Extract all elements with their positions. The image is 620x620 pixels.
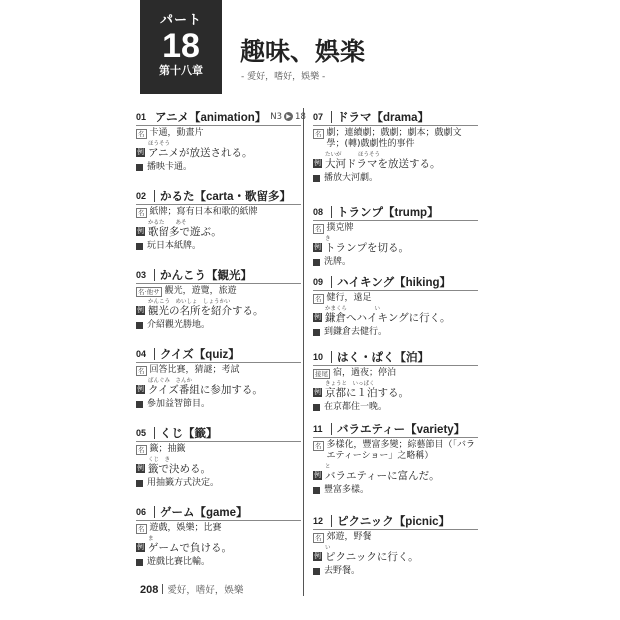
entry-headword bbox=[160, 267, 301, 283]
example-mark: 例 bbox=[314, 313, 321, 321]
vocab-entry bbox=[313, 348, 478, 420]
vocab-entry bbox=[136, 424, 301, 503]
headword-kana: アニメ bbox=[155, 109, 189, 124]
example-mark: 例 bbox=[137, 385, 144, 393]
entry-headword bbox=[337, 274, 478, 290]
vocab-entry bbox=[136, 345, 301, 424]
translation-mark bbox=[313, 259, 320, 266]
entry-number: 01 bbox=[136, 111, 147, 122]
entry-headword bbox=[160, 346, 301, 362]
page-footer bbox=[140, 582, 243, 596]
meaning-line bbox=[313, 532, 478, 543]
meaning-line bbox=[136, 207, 301, 218]
example-line bbox=[136, 218, 301, 239]
right-column bbox=[313, 108, 478, 587]
translation-line bbox=[313, 327, 478, 338]
entry-header bbox=[313, 273, 478, 291]
furigana: かるた あそ bbox=[148, 220, 187, 226]
part-of-speech: 名 bbox=[138, 130, 145, 138]
meaning-line bbox=[136, 128, 301, 139]
furigana: きょうと いっぱく bbox=[325, 381, 375, 387]
furigana: たいが ほうそう bbox=[325, 152, 381, 158]
entry-number: 12 bbox=[313, 515, 324, 526]
furigana: ほうそう bbox=[148, 141, 171, 147]
part-of-speech: 名 bbox=[138, 209, 145, 217]
translation-text: 洗牌。 bbox=[324, 257, 352, 267]
meaning-text: 遊戲，娛樂；比賽 bbox=[149, 523, 222, 533]
entry-header bbox=[136, 266, 301, 284]
translation-mark bbox=[313, 568, 320, 575]
entry-headword bbox=[337, 513, 478, 529]
meaning-line bbox=[313, 128, 478, 150]
page-number: 208 bbox=[140, 584, 159, 596]
example-line bbox=[313, 150, 478, 171]
entry-header bbox=[313, 420, 478, 438]
furigana: と bbox=[325, 464, 331, 470]
furigana: くじ き bbox=[148, 457, 171, 463]
entry-number: 06 bbox=[136, 506, 147, 517]
entry-number: 05 bbox=[136, 427, 147, 438]
headword-kana: ピクニック bbox=[337, 513, 394, 528]
translation-text: 遊戲比賽比輸。 bbox=[147, 557, 211, 567]
entry-number: 10 bbox=[313, 351, 324, 362]
headword-origin: 【観光】 bbox=[206, 269, 252, 282]
translation-mark bbox=[136, 164, 143, 171]
vocab-entry bbox=[136, 187, 301, 266]
entry-number: 03 bbox=[136, 269, 147, 280]
entry-bar bbox=[331, 206, 332, 218]
headword-kana: くじ bbox=[160, 425, 183, 440]
vocab-entry bbox=[313, 108, 478, 203]
left-column bbox=[136, 108, 306, 582]
part-of-speech: 名‧他サ bbox=[138, 288, 160, 296]
example-mark: 例 bbox=[137, 227, 144, 235]
meaning-line bbox=[136, 365, 301, 376]
part-of-speech: 名 bbox=[138, 367, 145, 375]
headword-origin: 【drama】 bbox=[371, 111, 430, 124]
translation-text: 播放大河劇。 bbox=[324, 173, 379, 183]
furigana: かまくら い bbox=[325, 306, 381, 312]
example-sentence: 鎌倉へハイキングに行く。 bbox=[325, 312, 451, 324]
translation-line bbox=[136, 478, 301, 489]
headword-kana: はく・ぱく bbox=[337, 349, 395, 364]
entry-headword bbox=[337, 204, 478, 220]
entry-number: 07 bbox=[313, 111, 324, 122]
entry-headword bbox=[160, 188, 301, 204]
translation-mark bbox=[136, 559, 143, 566]
meaning-line bbox=[313, 440, 478, 462]
furigana: かんこう めいしょ しょうかい bbox=[148, 299, 231, 305]
example-sentence: 籤で決める。 bbox=[148, 463, 211, 475]
translation-mark bbox=[313, 329, 320, 336]
part-of-speech: 名 bbox=[315, 130, 322, 138]
jlpt-level bbox=[270, 112, 306, 122]
example-mark: 例 bbox=[137, 148, 144, 156]
example-mark: 例 bbox=[137, 464, 144, 472]
headword-kana: かんこう bbox=[160, 267, 206, 282]
headword-origin: 【game】 bbox=[194, 506, 248, 519]
example-line bbox=[313, 379, 478, 400]
example-mark: 例 bbox=[314, 552, 321, 560]
part-of-speech: 接尾 bbox=[315, 370, 328, 378]
translation-mark bbox=[136, 243, 143, 250]
meaning-line bbox=[136, 523, 301, 534]
example-line bbox=[136, 455, 301, 476]
furigana: い bbox=[325, 545, 331, 551]
translation-mark bbox=[136, 401, 143, 408]
part-of-speech: 名 bbox=[315, 295, 322, 303]
meaning-line bbox=[313, 223, 478, 234]
jlpt-label: N3 bbox=[270, 111, 283, 122]
entry-header bbox=[313, 203, 478, 221]
vocab-entry bbox=[313, 203, 478, 273]
furigana: ばんぐみ さんか bbox=[148, 378, 193, 384]
entry-number: 04 bbox=[136, 348, 147, 359]
part-number: 18 bbox=[162, 27, 200, 65]
translation-line bbox=[136, 399, 301, 410]
example-sentence: 歌留多で遊ぶ。 bbox=[148, 226, 222, 238]
part-of-speech: 名 bbox=[315, 534, 322, 542]
headword-kana: かるた bbox=[160, 188, 195, 203]
entry-header bbox=[313, 512, 478, 530]
translation-text: 豐富多樣。 bbox=[324, 485, 370, 495]
entry-header bbox=[313, 348, 478, 366]
entry-number: 11 bbox=[313, 423, 323, 434]
entry-number: 08 bbox=[313, 206, 324, 217]
example-sentence: 観光の名所を紹介する。 bbox=[148, 305, 264, 317]
part-of-speech: 名 bbox=[315, 442, 322, 450]
meaning-text: 回答比賽，猜謎；考試 bbox=[149, 365, 240, 375]
meaning-text: 多樣化，豐富多變；綜藝節目（「バラエティーショー」之略稱） bbox=[326, 440, 476, 461]
meaning-line bbox=[136, 444, 301, 455]
track-icon: ▶ bbox=[284, 112, 293, 121]
headword-kana: ドラマ bbox=[337, 109, 372, 124]
entry-bar bbox=[154, 269, 155, 281]
headword-origin: 【quiz】 bbox=[193, 348, 240, 361]
meaning-text: 宿，過夜；停泊 bbox=[333, 368, 397, 378]
entry-header bbox=[136, 424, 301, 442]
meaning-text: 卡通，動畫片 bbox=[149, 128, 204, 138]
column-divider bbox=[303, 108, 304, 596]
headword-origin: 【carta・歌留多】 bbox=[194, 190, 291, 203]
meaning-line bbox=[313, 293, 478, 304]
translation-text: 參加益智節目。 bbox=[147, 399, 211, 409]
translation-text: 到鎌倉去健行。 bbox=[324, 327, 388, 337]
headword-kana: ハイキング bbox=[337, 274, 395, 289]
translation-text: 用抽籤方式決定。 bbox=[147, 478, 220, 488]
headword-origin: 【trump】 bbox=[383, 206, 439, 219]
translation-line bbox=[136, 241, 301, 252]
entry-headword bbox=[337, 421, 478, 437]
page-title: 趣味、娯楽 bbox=[240, 37, 366, 66]
part-of-speech: 名 bbox=[138, 525, 145, 533]
vocab-entry bbox=[136, 108, 306, 187]
translation-line bbox=[313, 566, 478, 577]
headword-origin: 【籤】 bbox=[183, 427, 218, 440]
footer-text: 愛好，嗜好，娛樂 bbox=[167, 585, 244, 596]
entry-header bbox=[136, 345, 301, 363]
translation-text: 播映卡通。 bbox=[147, 162, 193, 172]
translation-mark bbox=[136, 480, 143, 487]
entry-bar bbox=[154, 506, 155, 518]
entry-number: 09 bbox=[313, 276, 324, 287]
meaning-text: 郊遊，野餐 bbox=[326, 532, 372, 542]
translation-line bbox=[136, 320, 301, 331]
entry-headword bbox=[337, 349, 478, 365]
translation-text: 在京都住一晚。 bbox=[324, 402, 388, 412]
entry-headword bbox=[160, 504, 301, 520]
footer-separator bbox=[162, 584, 163, 594]
part-label: パート bbox=[159, 13, 202, 28]
headword-origin: 【animation】 bbox=[188, 111, 267, 124]
entry-number: 02 bbox=[136, 190, 147, 201]
chapter-label: 第十八章 bbox=[159, 64, 203, 77]
meaning-text: 撲克牌 bbox=[326, 223, 354, 233]
track-number: 18 bbox=[295, 111, 306, 122]
translation-line bbox=[313, 173, 478, 184]
vocab-entry bbox=[136, 266, 301, 345]
headword-origin: 【picnic】 bbox=[393, 515, 451, 528]
entry-bar bbox=[154, 348, 155, 360]
entry-header bbox=[136, 108, 306, 126]
example-sentence: クイズ番組に参加する。 bbox=[148, 384, 263, 396]
example-line bbox=[136, 534, 301, 555]
entry-header bbox=[313, 108, 478, 126]
headword-kana: ゲーム bbox=[160, 504, 195, 519]
entry-header bbox=[136, 187, 301, 205]
example-sentence: アニメが放送される。 bbox=[148, 147, 253, 159]
entry-headword bbox=[160, 425, 301, 441]
example-line bbox=[313, 462, 478, 483]
entry-bar bbox=[331, 111, 332, 123]
meaning-text: 健行，遠足 bbox=[326, 293, 372, 303]
entry-headword bbox=[155, 109, 266, 125]
translation-mark bbox=[313, 487, 320, 494]
vocab-entry bbox=[313, 273, 478, 348]
headword-origin: 【variety】 bbox=[405, 423, 466, 436]
translation-mark bbox=[136, 322, 143, 329]
example-line bbox=[136, 139, 301, 160]
example-sentence: 大河ドラマを放送する。 bbox=[325, 158, 441, 170]
translation-text: 介紹觀光勝地。 bbox=[147, 320, 211, 330]
entry-headword bbox=[337, 109, 478, 125]
part-of-speech: 名 bbox=[315, 225, 322, 233]
translation-mark bbox=[313, 175, 320, 182]
example-mark: 例 bbox=[314, 388, 321, 396]
translation-line bbox=[313, 257, 478, 268]
example-line bbox=[136, 376, 301, 397]
entry-header bbox=[136, 503, 301, 521]
example-sentence: 京都に１泊する。 bbox=[325, 387, 409, 399]
entry-bar bbox=[154, 427, 155, 439]
part-badge bbox=[140, 0, 222, 94]
example-line bbox=[313, 304, 478, 325]
furigana: ま bbox=[148, 536, 154, 542]
headword-kana: クイズ bbox=[160, 346, 194, 361]
furigana: き bbox=[325, 236, 331, 242]
translation-line bbox=[136, 162, 301, 173]
example-sentence: ピクニックに行く。 bbox=[325, 551, 419, 563]
example-sentence: トランプを切る。 bbox=[325, 242, 409, 254]
example-line bbox=[136, 297, 301, 318]
example-mark: 例 bbox=[137, 306, 144, 314]
meaning-text: 籤；抽籤 bbox=[149, 444, 186, 454]
translation-line bbox=[136, 557, 301, 568]
example-line bbox=[313, 543, 478, 564]
example-mark: 例 bbox=[314, 471, 321, 479]
translation-text: 去野餐。 bbox=[324, 566, 361, 576]
vocab-entry bbox=[313, 420, 478, 512]
example-mark: 例 bbox=[314, 243, 321, 251]
entry-bar bbox=[331, 351, 332, 363]
headword-origin: 【泊】 bbox=[394, 351, 429, 364]
entry-bar bbox=[154, 190, 155, 202]
translation-text: 玩日本紙牌。 bbox=[147, 241, 202, 251]
meaning-line bbox=[136, 286, 301, 297]
example-line bbox=[313, 234, 478, 255]
example-sentence: バラエティーに富んだ。 bbox=[325, 470, 440, 482]
example-mark: 例 bbox=[137, 543, 144, 551]
example-mark: 例 bbox=[314, 159, 321, 167]
meaning-text: 紙牌；寫有日本和歌的紙牌 bbox=[149, 207, 258, 217]
translation-line bbox=[313, 402, 478, 413]
headword-kana: トランプ bbox=[337, 204, 383, 219]
entry-bar bbox=[331, 423, 332, 435]
meaning-text: 觀光，遊覽，旅遊 bbox=[164, 286, 237, 296]
meaning-text: 劇；連續劇；戲劇；劇本；戲劇文學；(轉)戲劇性的事件 bbox=[326, 128, 462, 149]
translation-mark bbox=[313, 404, 320, 411]
meaning-line bbox=[313, 368, 478, 379]
headword-kana: バラエティー bbox=[337, 421, 406, 436]
translation-line bbox=[313, 485, 478, 496]
part-of-speech: 名 bbox=[138, 446, 145, 454]
page-subtitle: - 愛好，嗜好，娛樂 - bbox=[241, 72, 326, 82]
entry-bar bbox=[331, 276, 332, 288]
vocab-entry bbox=[313, 512, 478, 587]
vocab-entry bbox=[136, 503, 301, 582]
example-sentence: ゲームで負ける。 bbox=[148, 542, 232, 554]
entry-bar bbox=[331, 515, 332, 527]
headword-origin: 【hiking】 bbox=[394, 276, 452, 289]
